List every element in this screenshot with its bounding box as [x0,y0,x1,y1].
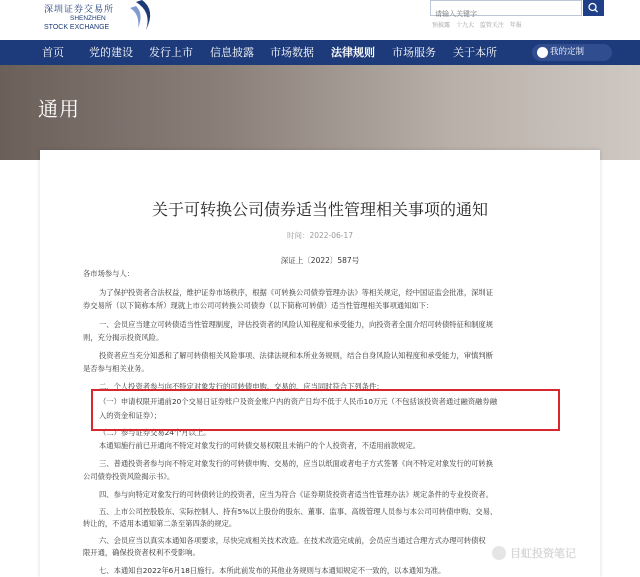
nav-item-listing[interactable]: 发行上市 [149,46,193,59]
search-input[interactable] [431,7,581,21]
logo-text-en-1: SHENZHEN [70,15,106,22]
watermark-logo-icon [492,546,506,560]
nav-item-disclosure[interactable]: 信息披露 [210,46,254,59]
doc-line: 转让的，不适用本通知第二条至第四条的规定。 [83,519,237,528]
doc-line: 投资者应当充分知悉和了解可转债相关风险事项、法律法规和本所业务规则，结合自身风险认知程度和承受能力，审慎判断 [99,351,494,360]
nav-item-rules[interactable]: 法律规则 [331,46,375,59]
doc-line: 各市场参与人： [83,269,135,278]
my-custom-button[interactable] [532,44,612,61]
hotword-link[interactable]: 监管关注 [479,22,504,29]
watermark-text: 目虹投资笔记 [510,547,576,560]
watermark [510,545,576,563]
doc-line: 七、本通知自2022年6月18日施行。本所此前发布的其他业务规则与本通知规定不一致的，以本通知为准。 [99,566,446,575]
doc-line: 限开通，确保投资者权利不受影响。 [83,548,200,557]
doc-time: 时间：2022-06-17 [286,231,354,240]
nav-item-party[interactable]: 党的建设 [89,46,133,59]
search-box [430,0,582,16]
logo-text-cn: 深圳证券交易所 [44,5,115,15]
logo-text-en-2: STOCK EXCHANGE [44,24,110,31]
hotword-link[interactable]: 年报 [509,22,522,29]
doc-line: （二）参与证券交易24个月以上。 [99,428,211,437]
search-icon [583,0,604,16]
doc-line: 四、参与向特定对象发行的可转债转让的投资者，应当为符合《证券期货投资者适当性管理办法》规定条件的专业投资者。 [99,490,494,499]
doc-line: 本通知施行前已开通向不特定对象发行的可转债交易权限且未销户的个人投资者，不适用前款规定。 [99,441,421,450]
doc-line: 六、会员应当以真实本通知各项要求，尽快完成相关技术改造。在技术改造完成前，会员应当通过合理方式办理可转债权 [99,536,486,545]
nav-item-about[interactable]: 关于本所 [453,46,497,59]
highlight-annotation-box [91,389,560,431]
nav-item-market-data[interactable]: 市场数据 [270,46,314,59]
hot-keywords [432,20,526,29]
doc-line: 一、会员应当建立可转债适当性管理制度，评估投资者的风险认知程度和承受能力，向投资者全面介绍可转债特征和制度规 [99,320,494,329]
doc-title: 关于可转换公司债券适当性管理相关事项的通知 [151,200,488,219]
main-nav [0,40,640,65]
my-custom-label: 我的定制 [550,47,585,57]
doc-line: 入的资金和证券）； [99,411,162,420]
sse-logo[interactable] [30,0,140,38]
hotword-link[interactable]: 十九大 [455,22,474,29]
nav-item-home[interactable]: 首页 [42,46,64,59]
doc-line: 二、个人投资者参与向不特定对象发行的可转债申购、交易的，应当同时符合下列条件： [99,382,384,391]
search-button[interactable] [583,0,604,16]
doc-line: 五、上市公司控股股东、实际控制人、持有5%以上股份的股东、董事、监事、高级管理人员参与本公司可转债申购、交易、 [99,507,498,516]
custom-icon [537,47,548,58]
hotword-link[interactable]: 预披露 [432,22,451,29]
doc-line: 则，充分揭示投资风险。 [83,333,164,342]
nav-item-services[interactable]: 市场服务 [392,46,436,59]
doc-line: 三、普通投资者参与向不特定对象发行的可转债申购、交易的，应当以纸面或者电子方式签署《向不特定对象发行的可转换 [99,459,494,468]
logo-mark-icon [122,0,156,34]
page-banner [0,65,640,160]
doc-number: 深证上〔2022〕587号 [280,256,360,265]
doc-line: 公司债券投资风险揭示书》。 [83,472,175,481]
site-header [0,0,640,40]
banner-title: 通用 [38,97,80,121]
doc-line: 是否参与相关业务。 [83,364,149,373]
doc-line: 券交易所（以下简称本所）现就上市公司可转换公司债券（以下简称可转债）适当性管理相关事项通知如下： [83,301,434,310]
doc-line: （一）申请权限开通前20个交易日证券账户及资金账户内的资产日均不低于人民币10万元（不包括该投资者通过融资融券融 [99,397,498,406]
doc-line: 为了保护投资者合法权益，维护证券市场秩序，根据《可转换公司债券管理办法》等相关规定，经中国证监会批准，深圳证 [99,288,494,297]
